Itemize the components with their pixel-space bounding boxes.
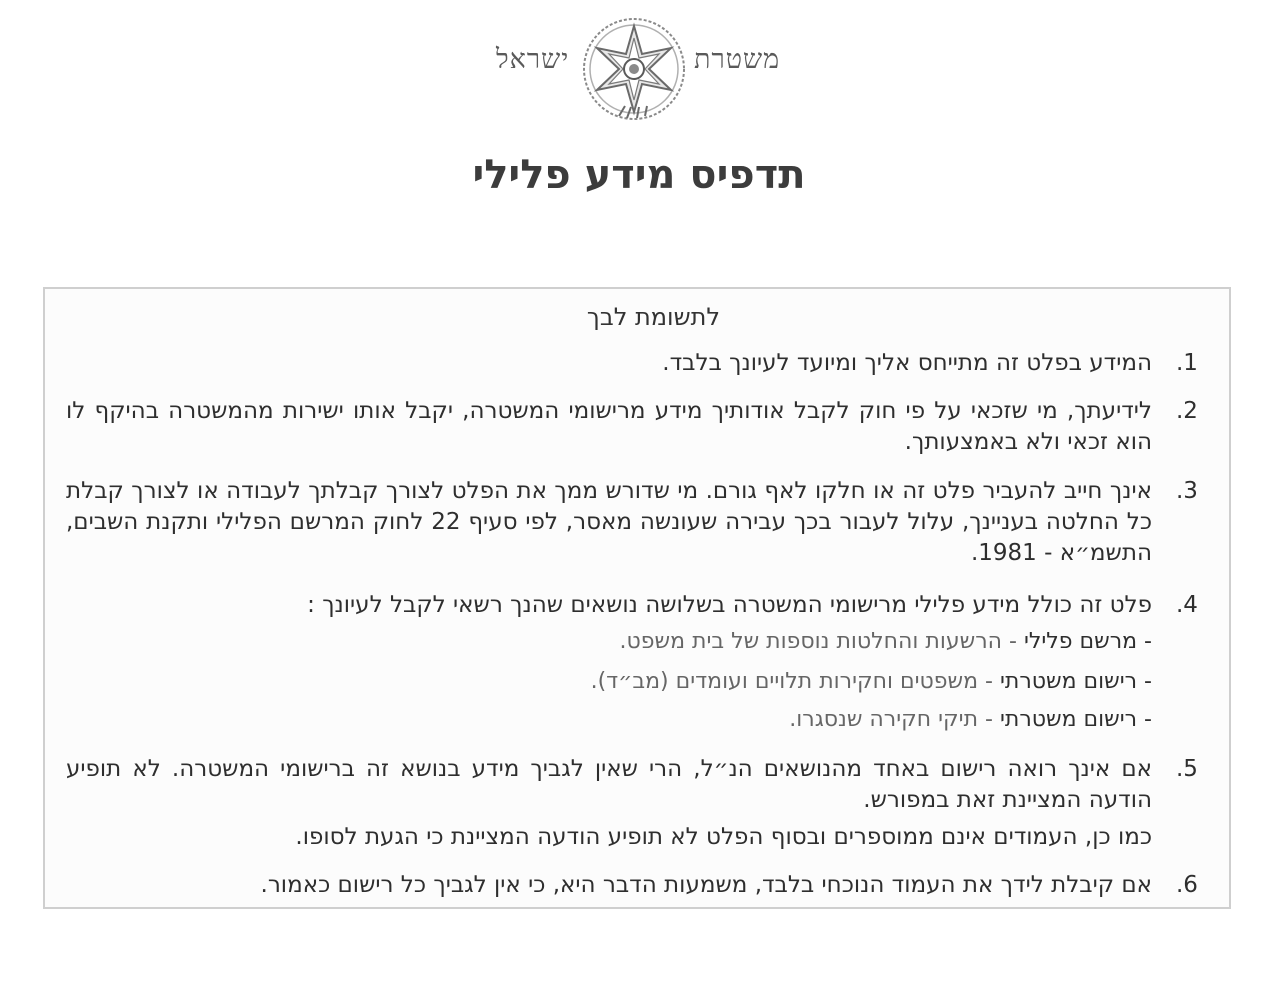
org-name-word-2: ישראל	[496, 44, 570, 75]
item-number: .5	[1176, 756, 1198, 782]
sub-item	[300, 628, 1152, 656]
notice-item-text: אינך חייב להעביר פלט זה או חלקו לאף גורם. מי שדורש ממך את הפלט לצורך קבלתך לעבודה או לצורך קבלת כל החלטה בעניינך, עלול לעבור בכך עבירה שעונשה מאסר, לפי סעיף 22 לחוק המרשם הפלילי ותקנת השבים, התשמ״א - 1981.	[66, 478, 1153, 566]
sub-item	[300, 668, 1152, 696]
document-title	[0, 152, 1274, 198]
sub-item-description: - תיקי חקירה שנסגרו.	[789, 707, 1000, 732]
notice-item-text: המידע בפלט זה מתייחס אליך ומיועד לעיונך בלבד.	[662, 350, 1152, 376]
sub-item-term: - רישום משטרתי	[999, 669, 1152, 694]
item-number: .2	[1176, 398, 1198, 424]
notice-item-extra-text: כמו כן, העמודים אינם ממוספרים ובסוף הפלט לא תופיע הודעה המציינת כי הגעת לסופו.	[295, 824, 1152, 850]
item-number: .3	[1176, 478, 1198, 504]
item-number: .1	[1176, 350, 1198, 376]
sub-item-description: - הרשעות והחלטות נוספות של בית משפט.	[619, 629, 1024, 654]
sub-item-description: - משפטים וחקירות תלויים ועומדים (מב״ד).	[590, 669, 1000, 694]
sub-item-term: - רישום משטרתי	[999, 707, 1152, 732]
item-number: .4	[1176, 592, 1198, 618]
item-number: .6	[1176, 872, 1198, 898]
notice-item-text: אם קיבלת לידך את העמוד הנוכחי בלבד, משמעות הדבר היא, כי אין לגביך כל רישום כאמור.	[260, 872, 1152, 898]
police-seal-icon	[579, 14, 689, 126]
document-title-text: תדפיס מידע פלילי	[472, 152, 806, 198]
sub-item-term: - מרשם פלילי	[1023, 629, 1152, 654]
notice-item-text: לידיעתך, מי שזכאי על פי חוק לקבל אודותיך מידע מרישומי המשטרה, יקבל אותו ישירות מהמשטרה בהיקף לו הוא זכאי ולא באמצעותך.	[66, 398, 1152, 455]
notice-item-text: פלט זה כולל מידע פלילי מרישומי המשטרה בשלושה נושאים שהנך רשאי לקבל לעיונך :	[307, 592, 1152, 618]
notice-heading: לתשומת לבך	[586, 303, 720, 331]
document-header	[0, 0, 1274, 270]
org-name-word-1: משטרת	[694, 44, 781, 75]
notice-item-text: אם אינך רואה רישום באחד מהנושאים הנ״ל, הרי שאין לגביך מידע בנושא זה ברישומי המשטרה. לא תופיע הודעה המציינת זאת במפורש.	[66, 756, 1152, 813]
sub-item	[300, 706, 1152, 734]
